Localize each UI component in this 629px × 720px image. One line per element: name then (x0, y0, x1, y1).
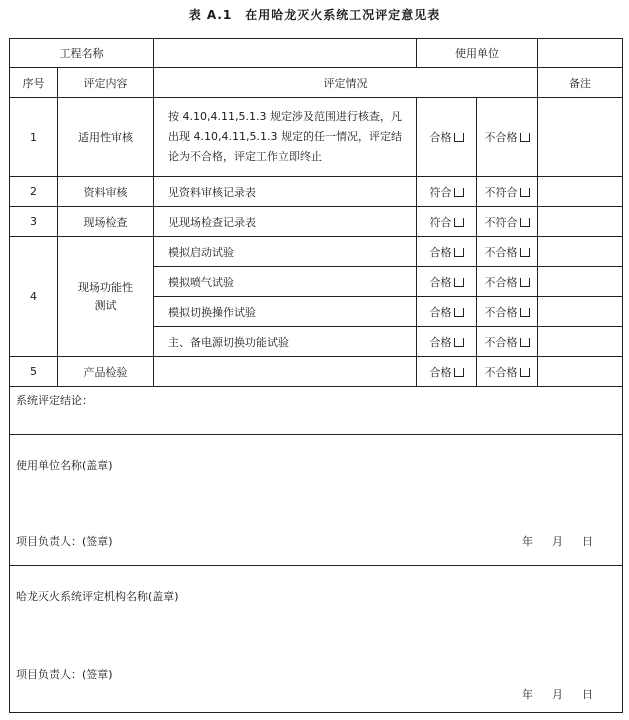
agency-block (10, 566, 623, 713)
pass-option[interactable] (417, 297, 477, 327)
pass-label: 合格 (429, 365, 452, 379)
fail-checkbox[interactable] (520, 278, 530, 287)
pass-option[interactable] (417, 267, 477, 297)
fail-option[interactable] (477, 297, 538, 327)
fail-label: 不合格 (484, 131, 518, 144)
pass-label: 符合 (429, 185, 452, 199)
col-header-status: 评定情况 (154, 68, 538, 98)
row-no: 2 (10, 177, 58, 207)
remark-cell[interactable] (538, 98, 623, 177)
user-unit-name-label: 使用单位名称(盖章) (16, 459, 113, 472)
project-name-label: 工程名称 (10, 39, 154, 68)
agency-cell[interactable] (10, 566, 623, 713)
pass-checkbox[interactable] (454, 278, 464, 287)
user-unit-cell[interactable] (10, 435, 623, 566)
fail-option[interactable] (477, 327, 538, 357)
table-row (10, 237, 623, 267)
col-header-remark: 备注 (538, 68, 623, 98)
column-header-row (10, 68, 623, 98)
table-row (10, 357, 623, 387)
fail-checkbox[interactable] (520, 218, 530, 227)
row-desc: 模拟启动试验 (154, 237, 417, 267)
col-header-no: 序号 (10, 68, 58, 98)
table-row (10, 98, 623, 177)
conclusion-cell[interactable] (10, 387, 623, 435)
user-date (522, 533, 594, 549)
pass-checkbox[interactable] (454, 368, 464, 377)
user-unit-block (10, 435, 623, 566)
row-desc: 模拟切换操作试验 (154, 297, 417, 327)
remark-cell[interactable] (538, 207, 623, 237)
fail-option[interactable] (477, 207, 538, 237)
pass-option[interactable] (417, 207, 477, 237)
month-label: 月 (552, 688, 564, 701)
remark-cell[interactable] (538, 267, 623, 297)
pass-label: 符合 (429, 215, 452, 229)
fail-checkbox[interactable] (520, 308, 530, 317)
day-label: 日 (582, 535, 594, 548)
pass-option[interactable] (417, 327, 477, 357)
pass-checkbox[interactable] (454, 188, 464, 197)
remark-cell[interactable] (538, 177, 623, 207)
user-leader-label: 项目负责人：(签章) (16, 535, 113, 548)
row-desc: 模拟喷气试验 (154, 267, 417, 297)
row-content: 现场功能性测试 (58, 237, 154, 357)
pass-checkbox[interactable] (454, 218, 464, 227)
pass-label: 合格 (429, 131, 452, 144)
pass-label: 合格 (429, 275, 452, 289)
pass-option[interactable] (417, 98, 477, 177)
conclusion-label: 系统评定结论： (16, 394, 93, 407)
row-desc: 主、备电源切换功能试验 (154, 327, 417, 357)
remark-cell[interactable] (538, 297, 623, 327)
pass-checkbox[interactable] (454, 308, 464, 317)
remark-cell[interactable] (538, 357, 623, 387)
agency-leader-label: 项目负责人：(签章) (16, 668, 113, 681)
pass-label: 合格 (429, 245, 452, 259)
row-no: 1 (10, 98, 58, 177)
year-label: 年 (522, 688, 534, 701)
user-unit-label: 使用单位 (417, 39, 538, 68)
pass-label: 合格 (429, 335, 452, 349)
fail-checkbox[interactable] (520, 133, 530, 142)
table-row (10, 177, 623, 207)
pass-option[interactable] (417, 237, 477, 267)
form-title: 表 A.1 在用哈龙灭火系统工况评定意见表 (188, 8, 441, 22)
fail-checkbox[interactable] (520, 188, 530, 197)
row-desc (154, 357, 417, 387)
table-row (10, 207, 623, 237)
fail-label: 不合格 (484, 365, 518, 379)
fail-label: 不合格 (484, 335, 518, 349)
conclusion-row (10, 387, 623, 435)
remark-cell[interactable] (538, 327, 623, 357)
user-unit-value[interactable] (538, 39, 623, 68)
row-content: 产品检验 (58, 357, 154, 387)
pass-option[interactable] (417, 357, 477, 387)
row-no: 3 (10, 207, 58, 237)
row-desc: 按 4.10,4.11,5.1.3 规定涉及范围进行核查，凡出现 4.10,4.11,5.1.3 规定的任一情况，评定结论为不合格，评定工作立即终止 (154, 98, 417, 177)
fail-option[interactable] (477, 357, 538, 387)
row-content: 资料审核 (58, 177, 154, 207)
header-row (10, 39, 623, 68)
fail-label: 不合格 (484, 305, 518, 319)
pass-checkbox[interactable] (454, 133, 464, 142)
row-desc: 见资料审核记录表 (154, 177, 417, 207)
pass-checkbox[interactable] (454, 248, 464, 257)
project-name-value[interactable] (154, 39, 417, 68)
row-content: 适用性审核 (58, 98, 154, 177)
col-header-content: 评定内容 (58, 68, 154, 98)
fail-checkbox[interactable] (520, 338, 530, 347)
row-content: 现场检查 (58, 207, 154, 237)
pass-option[interactable] (417, 177, 477, 207)
pass-checkbox[interactable] (454, 338, 464, 347)
fail-label: 不符合 (484, 215, 518, 229)
fail-checkbox[interactable] (520, 248, 530, 257)
pass-label: 合格 (429, 305, 452, 319)
evaluation-form-table (9, 38, 623, 713)
fail-label: 不符合 (484, 185, 518, 199)
row-no: 4 (10, 237, 58, 357)
fail-label: 不合格 (484, 275, 518, 289)
fail-option[interactable] (477, 177, 538, 207)
fail-option[interactable] (477, 98, 538, 177)
fail-option[interactable] (477, 237, 538, 267)
fail-option[interactable] (477, 267, 538, 297)
day-label: 日 (582, 688, 594, 701)
year-label: 年 (522, 535, 534, 548)
agency-date (522, 686, 594, 702)
fail-checkbox[interactable] (520, 368, 530, 377)
agency-name-label: 哈龙灭火系统评定机构名称(盖章) (16, 590, 179, 603)
remark-cell[interactable] (538, 237, 623, 267)
month-label: 月 (552, 535, 564, 548)
row-desc: 见现场检查记录表 (154, 207, 417, 237)
fail-label: 不合格 (484, 245, 518, 259)
row-no: 5 (10, 357, 58, 387)
